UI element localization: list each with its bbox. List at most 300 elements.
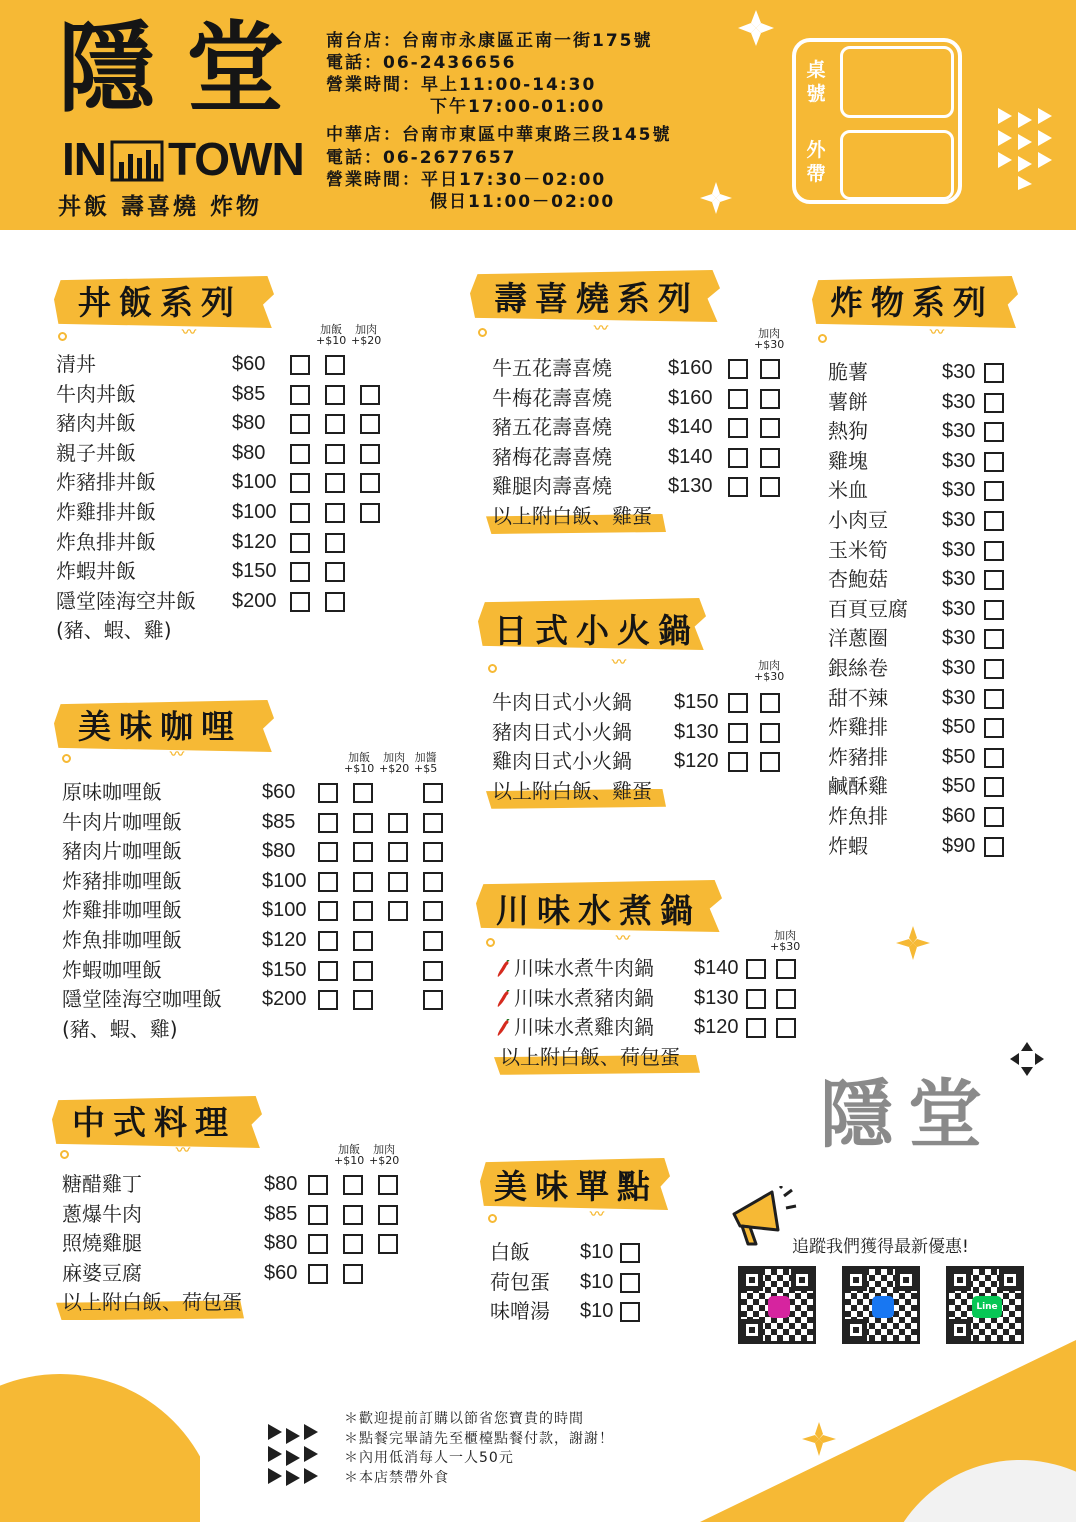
menu-item-price: $100 — [262, 869, 307, 892]
menu-item-price: $120 — [674, 750, 719, 773]
menu-item-price: $80 — [264, 1173, 298, 1195]
sparkle-icon — [738, 10, 774, 46]
menu-item-price: $30 — [942, 686, 976, 709]
menu-row — [490, 1238, 690, 1268]
order-checkbox[interactable] — [760, 418, 780, 438]
column-label-bottom: +$10 — [344, 762, 375, 775]
menu-row — [490, 1268, 690, 1298]
order-checkbox[interactable] — [620, 1243, 640, 1263]
column-label-top: 加肉 — [373, 1143, 396, 1156]
brand-subtitle: 丼飯 壽喜燒 炸物 — [58, 194, 263, 220]
menu-item-name: 炸魚排咖哩飯 — [62, 927, 182, 952]
order-checkbox[interactable] — [318, 901, 338, 921]
column-label-bottom: +$20 — [369, 1154, 400, 1167]
order-checkbox[interactable] — [290, 592, 310, 612]
order-checkbox[interactable] — [388, 842, 408, 862]
order-checkbox[interactable] — [423, 842, 443, 862]
order-checkbox[interactable] — [423, 901, 443, 921]
menu-item-name: 炸魚排丼飯 — [56, 529, 156, 554]
arrows-icon — [1010, 1042, 1044, 1076]
menu-item-name: 炸蝦 — [828, 833, 868, 858]
decor-dot — [62, 754, 71, 763]
menu-row — [490, 1297, 690, 1327]
column-label — [334, 1144, 364, 1166]
order-checkbox[interactable] — [325, 414, 345, 434]
menu-row — [56, 380, 396, 410]
menu-note — [492, 502, 792, 532]
menu-item-name: 洋蔥圈 — [828, 626, 888, 651]
menu-item-price: $50 — [942, 775, 976, 798]
qr-finder — [949, 1319, 971, 1341]
order-checkbox[interactable] — [984, 837, 1004, 857]
order-checkbox[interactable] — [423, 961, 443, 981]
menu-row — [828, 447, 1028, 477]
menu-row — [62, 926, 462, 956]
menu-row — [828, 388, 1028, 418]
order-checkbox[interactable] — [318, 961, 338, 981]
decor-wave: 〰 — [176, 1143, 190, 1159]
menu-note-text: 以上附白飯、雞蛋 — [492, 503, 652, 528]
menu-item-name: 炸蝦丼飯 — [56, 559, 136, 584]
qr-finder — [845, 1319, 867, 1341]
order-checkbox[interactable] — [308, 1234, 328, 1254]
store-2-hours: 營業時間：平日17:30－02:00 — [326, 170, 607, 190]
order-checkbox[interactable] — [984, 718, 1004, 738]
menu-row — [62, 808, 462, 838]
column-label-top: 加醬 — [414, 751, 437, 764]
menu-list-sukiyaki — [492, 354, 792, 532]
menu-item-price: $30 — [942, 508, 976, 531]
order-checkbox[interactable] — [290, 473, 310, 493]
qr-code-facebook[interactable] — [842, 1266, 920, 1344]
decor-dot — [488, 664, 497, 673]
order-checkbox[interactable] — [388, 901, 408, 921]
menu-item-name: 清丼 — [56, 352, 96, 376]
order-checkbox[interactable] — [353, 931, 373, 951]
menu-item-name: 豬五花壽喜燒 — [492, 415, 612, 440]
order-checkbox[interactable] — [984, 748, 1004, 768]
order-checkbox[interactable] — [325, 444, 345, 464]
menu-item-name: 蔥爆牛肉 — [62, 1201, 142, 1226]
order-checkbox[interactable] — [290, 355, 310, 375]
menu-note-text: 以上附白飯、雞蛋 — [492, 778, 652, 803]
order-checkbox[interactable] — [728, 477, 748, 497]
decor-dot — [818, 334, 827, 343]
order-checkbox[interactable] — [746, 959, 766, 979]
column-label-top: 加飯 — [348, 751, 371, 764]
column-label-bottom: +$30 — [754, 338, 785, 351]
chili-pepper-icon — [496, 960, 508, 978]
menu-row — [828, 832, 1028, 862]
menu-item-name: 荷包蛋 — [490, 1269, 550, 1294]
order-checkbox[interactable] — [325, 355, 345, 375]
store-2-hours-holiday: 假日11:00－02:00 — [430, 192, 616, 212]
menu-item-price: $120 — [262, 928, 307, 951]
decor-wave: 〰 — [616, 931, 630, 947]
column-label — [754, 660, 784, 682]
order-checkbox[interactable] — [318, 931, 338, 951]
column-label-bottom: +$20 — [351, 334, 382, 347]
menu-item-price: $100 — [232, 471, 277, 494]
order-checkbox[interactable] — [984, 659, 1004, 679]
order-checkbox[interactable] — [353, 842, 373, 862]
order-checkbox[interactable] — [984, 777, 1004, 797]
order-checkbox[interactable] — [290, 385, 310, 405]
order-checkbox[interactable] — [325, 533, 345, 553]
menu-item-price: $30 — [942, 656, 976, 679]
menu-item-price: $60 — [262, 781, 296, 803]
order-checkbox[interactable] — [984, 481, 1004, 501]
order-checkbox[interactable] — [343, 1264, 363, 1284]
order-checkbox[interactable] — [290, 562, 310, 582]
order-checkbox[interactable] — [776, 1018, 796, 1038]
chili-pepper-icon — [496, 990, 508, 1008]
menu-item-name: 雞塊 — [828, 448, 868, 473]
menu-item-price: $150 — [262, 958, 307, 981]
menu-item-name: 百頁豆腐 — [828, 596, 908, 621]
line-icon: Line — [972, 1296, 1002, 1318]
order-checkbox[interactable] — [423, 931, 443, 951]
order-checkbox[interactable] — [776, 959, 796, 979]
order-checkbox[interactable] — [290, 503, 310, 523]
order-checkbox[interactable] — [620, 1273, 640, 1293]
order-checkbox[interactable] — [290, 533, 310, 553]
triangle-pattern-icon — [998, 108, 1054, 190]
order-checkbox[interactable] — [984, 689, 1004, 709]
order-checkbox[interactable] — [353, 783, 373, 803]
menu-row — [492, 747, 792, 777]
order-checkbox[interactable] — [360, 473, 380, 493]
menu-item-name: 隱堂陸海空丼飯 — [56, 588, 196, 613]
menu-row — [828, 358, 1028, 388]
menu-item-price: $85 — [232, 382, 266, 405]
decor-circle-left — [0, 1374, 200, 1522]
menu-row — [62, 956, 462, 986]
store-1-phone: 電話：06-2436656 — [326, 53, 517, 73]
order-checkbox[interactable] — [760, 389, 780, 409]
order-checkbox[interactable] — [728, 448, 748, 468]
section-title-chinese: 中式料理 — [72, 1103, 236, 1142]
menu-note-text: 以上附白飯、荷包蛋 — [500, 1044, 680, 1069]
menu-item-price: $30 — [942, 390, 976, 413]
order-checkbox[interactable] — [760, 359, 780, 379]
order-checkbox[interactable] — [984, 511, 1004, 531]
order-checkbox[interactable] — [308, 1205, 328, 1225]
menu-item-name: 炸雞排 — [828, 715, 888, 740]
footer-note: ＊點餐完畢請先至櫃檯點餐付款，謝謝！ — [344, 1430, 614, 1447]
decor-wave: 〰 — [612, 655, 626, 671]
menu-row — [62, 867, 462, 897]
order-checkbox[interactable] — [360, 503, 380, 523]
order-checkbox[interactable] — [728, 418, 748, 438]
menu-item-name: 薯餅 — [828, 389, 868, 414]
menu-item-price: $80 — [262, 840, 296, 863]
order-checkbox[interactable] — [325, 503, 345, 523]
order-checkbox[interactable] — [728, 359, 748, 379]
menu-item-name: 牛肉片咖哩飯 — [62, 809, 182, 834]
order-checkbox[interactable] — [760, 752, 780, 772]
menu-item-name: 豬肉片咖哩飯 — [62, 839, 182, 864]
menu-row — [62, 1200, 422, 1230]
section-title-donburi: 丼飯系列 — [78, 283, 242, 322]
decor-dot — [478, 328, 487, 337]
menu-item-name: 炸魚排 — [828, 803, 888, 828]
order-checkbox[interactable] — [423, 990, 443, 1010]
column-label-bottom: +$10 — [316, 334, 347, 347]
order-checkbox[interactable] — [360, 385, 380, 405]
column-label — [414, 752, 437, 774]
store-2-address: 中華店：台南市東區中華東路三段145號 — [326, 125, 672, 145]
order-checkbox[interactable] — [378, 1205, 398, 1225]
menu-row — [56, 528, 396, 558]
order-checkbox[interactable] — [984, 393, 1004, 413]
menu-list-fried — [828, 358, 1028, 861]
qr-finder — [791, 1269, 813, 1291]
order-checkbox[interactable] — [318, 783, 338, 803]
menu-row — [828, 654, 1028, 684]
order-checkbox[interactable] — [325, 473, 345, 493]
column-label — [379, 752, 409, 774]
decor-dot — [486, 938, 495, 947]
order-checkbox[interactable] — [318, 813, 338, 833]
column-label — [770, 930, 800, 952]
menu-row — [62, 896, 462, 926]
menu-item-name: 川味水煮雞肉鍋 — [514, 1015, 654, 1040]
menu-row — [828, 506, 1028, 536]
order-checkbox[interactable] — [343, 1175, 363, 1195]
order-label-text: 外帶 — [806, 139, 826, 185]
order-checkbox[interactable] — [984, 452, 1004, 472]
order-checkbox[interactable] — [353, 990, 373, 1010]
menu-item-name: 米血 — [828, 478, 868, 503]
menu-footnote: (豬、蝦、雞) — [56, 618, 172, 643]
order-checkbox[interactable] — [746, 1018, 766, 1038]
takeout-label — [804, 138, 828, 186]
menu-list-donburi — [56, 350, 396, 646]
menu-item-name: 麻婆豆腐 — [62, 1260, 142, 1285]
menu-item-name: 杏鮑菇 — [828, 567, 888, 592]
column-label-bottom: +$10 — [334, 1154, 365, 1167]
qr-finder — [741, 1269, 763, 1291]
brand-logo-chinese: 隱堂 — [58, 11, 315, 126]
menu-item-price: $80 — [232, 412, 266, 435]
order-checkbox[interactable] — [318, 842, 338, 862]
menu-row — [514, 1013, 814, 1043]
menu-row — [492, 354, 792, 384]
order-checkbox[interactable] — [620, 1302, 640, 1322]
order-checkbox[interactable] — [776, 989, 796, 1009]
sparkle-icon — [700, 182, 732, 214]
menu-item-name: 炸豬排咖哩飯 — [62, 868, 182, 893]
menu-list-sichuan — [500, 954, 814, 1072]
menu-row — [62, 985, 462, 1015]
menu-item-price: $60 — [942, 804, 976, 827]
footer-note: ＊內用低消每人一人50元 — [344, 1450, 514, 1466]
menu-item-name: 川味水煮豬肉鍋 — [514, 985, 654, 1010]
order-checkbox[interactable] — [318, 872, 338, 892]
order-checkbox[interactable] — [325, 592, 345, 612]
menu-row — [56, 350, 396, 380]
order-checkbox[interactable] — [308, 1175, 328, 1195]
column-label — [316, 324, 346, 346]
order-checkbox[interactable] — [728, 693, 748, 713]
menu-item-price: $10 — [580, 1241, 614, 1263]
qr-code-instagram[interactable] — [738, 1266, 816, 1344]
order-number-box[interactable] — [792, 38, 962, 204]
takeout-field[interactable] — [840, 130, 954, 200]
order-checkbox[interactable] — [343, 1234, 363, 1254]
menu-row — [828, 595, 1028, 625]
column-label-top: 加肉 — [758, 327, 781, 340]
menu-note — [62, 1288, 422, 1318]
column-label-top: 加肉 — [758, 659, 781, 672]
section-title-sichuan: 川味水煮鍋 — [496, 891, 701, 930]
qr-finder — [999, 1269, 1021, 1291]
order-checkbox[interactable] — [290, 444, 310, 464]
table-number-label — [804, 58, 828, 106]
order-checkbox[interactable] — [423, 813, 443, 833]
qr-finder — [741, 1319, 763, 1341]
order-checkbox[interactable] — [984, 570, 1004, 590]
menu-item-name: 炸豬排 — [828, 744, 888, 769]
order-checkbox[interactable] — [760, 693, 780, 713]
menu-item-price: $60 — [232, 353, 266, 375]
order-checkbox[interactable] — [984, 807, 1004, 827]
menu-item-price: $80 — [232, 441, 266, 464]
menu-item-price: $120 — [694, 1016, 739, 1039]
order-checkbox[interactable] — [290, 414, 310, 434]
menu-item-price: $160 — [668, 386, 713, 409]
decor-wave: 〰 — [594, 321, 608, 337]
menu-item-name: 牛肉丼飯 — [56, 381, 136, 406]
section-title-curry: 美味咖哩 — [78, 707, 242, 746]
menu-row — [492, 384, 792, 414]
menu-row — [514, 954, 814, 984]
order-checkbox[interactable] — [353, 872, 373, 892]
menu-note — [492, 777, 792, 807]
menu-item-name: 白飯 — [490, 1240, 530, 1264]
menu-row — [56, 557, 396, 587]
table-number-field[interactable] — [840, 46, 954, 118]
menu-item-name: 炸豬排丼飯 — [56, 470, 156, 495]
menu-row — [828, 624, 1028, 654]
menu-item-name: 玉米筍 — [828, 537, 888, 562]
column-label-top: 加肉 — [383, 751, 406, 764]
store-1-hours-evening: 下午17:00-01:00 — [430, 97, 606, 117]
column-label-top: 加肉 — [774, 929, 797, 942]
order-checkbox[interactable] — [318, 990, 338, 1010]
menu-item-name: 鹹酥雞 — [828, 774, 888, 799]
menu-row — [828, 802, 1028, 832]
order-checkbox[interactable] — [388, 813, 408, 833]
menu-list-single — [490, 1238, 690, 1327]
order-checkbox[interactable] — [325, 562, 345, 582]
store-1-address: 南台店：台南市永康區正南一街175號 — [326, 31, 653, 51]
menu-list-hotpot — [492, 688, 792, 806]
section-title-hotpot: 日式小火鍋 — [494, 611, 699, 650]
order-checkbox[interactable] — [984, 541, 1004, 561]
menu-item-price: $30 — [942, 361, 976, 383]
order-checkbox[interactable] — [353, 901, 373, 921]
sparkle-icon — [802, 1422, 836, 1456]
order-checkbox[interactable] — [308, 1264, 328, 1284]
decor-dot — [488, 1214, 497, 1223]
column-label-bottom: +$5 — [414, 762, 438, 775]
order-checkbox[interactable] — [378, 1234, 398, 1254]
order-checkbox[interactable] — [353, 961, 373, 981]
menu-item-price: $130 — [668, 475, 713, 498]
decor-wave: 〰 — [182, 325, 196, 341]
order-checkbox[interactable] — [760, 448, 780, 468]
menu-item-name: 照燒雞腿 — [62, 1231, 142, 1256]
menu-item-price: $30 — [942, 449, 976, 472]
order-checkbox[interactable] — [984, 363, 1004, 383]
menu-item-price: $30 — [942, 479, 976, 502]
order-checkbox[interactable] — [728, 752, 748, 772]
order-checkbox[interactable] — [360, 414, 380, 434]
order-checkbox[interactable] — [423, 783, 443, 803]
menu-item-name: 牛梅花壽喜燒 — [492, 385, 612, 410]
column-label-top: 加飯 — [338, 1143, 361, 1156]
menu-item-name: 小肉豆 — [828, 507, 888, 532]
menu-item-price: $100 — [232, 500, 277, 523]
order-checkbox[interactable] — [760, 723, 780, 743]
order-checkbox[interactable] — [746, 989, 766, 1009]
menu-item-name: 親子丼飯 — [56, 440, 136, 465]
menu-item-price: $80 — [264, 1232, 298, 1255]
order-checkbox[interactable] — [423, 872, 443, 892]
column-label — [369, 1144, 399, 1166]
menu-item-price: $85 — [264, 1202, 298, 1225]
menu-item-price: $30 — [942, 420, 976, 443]
column-label — [754, 328, 784, 350]
order-checkbox[interactable] — [984, 600, 1004, 620]
menu-item-price: $30 — [942, 597, 976, 620]
menu-item-price: $200 — [262, 988, 307, 1011]
order-checkbox[interactable] — [353, 813, 373, 833]
sparkle-icon — [896, 926, 930, 960]
menu-row — [62, 1229, 422, 1259]
menu-item-price: $10 — [580, 1300, 614, 1323]
menu-item-price: $130 — [674, 720, 719, 743]
order-checkbox[interactable] — [984, 422, 1004, 442]
menu-item-price: $160 — [668, 357, 713, 379]
store-1-hours: 營業時間：早上11:00-14:30 — [326, 75, 597, 95]
order-checkbox[interactable] — [760, 477, 780, 497]
section-title-sukiyaki: 壽喜燒系列 — [494, 279, 699, 318]
order-checkbox[interactable] — [984, 629, 1004, 649]
menu-item-name: 炸蝦咖哩飯 — [62, 957, 162, 982]
brand-logo-english — [62, 133, 304, 185]
qr-finder — [895, 1269, 917, 1291]
menu-row — [514, 984, 814, 1014]
column-label-bottom: +$30 — [754, 670, 785, 683]
order-checkbox[interactable] — [343, 1205, 363, 1225]
order-checkbox[interactable] — [728, 389, 748, 409]
menu-row — [492, 472, 792, 502]
order-checkbox[interactable] — [378, 1175, 398, 1195]
order-checkbox[interactable] — [728, 723, 748, 743]
menu-item-name: 川味水煮牛肉鍋 — [514, 956, 654, 980]
menu-row — [56, 409, 396, 439]
qr-code-line[interactable] — [946, 1266, 1024, 1344]
menu-row — [828, 476, 1028, 506]
order-checkbox[interactable] — [325, 385, 345, 405]
menu-row — [492, 413, 792, 443]
order-checkbox[interactable] — [360, 444, 380, 464]
order-checkbox[interactable] — [388, 872, 408, 892]
megaphone-icon — [728, 1186, 798, 1250]
